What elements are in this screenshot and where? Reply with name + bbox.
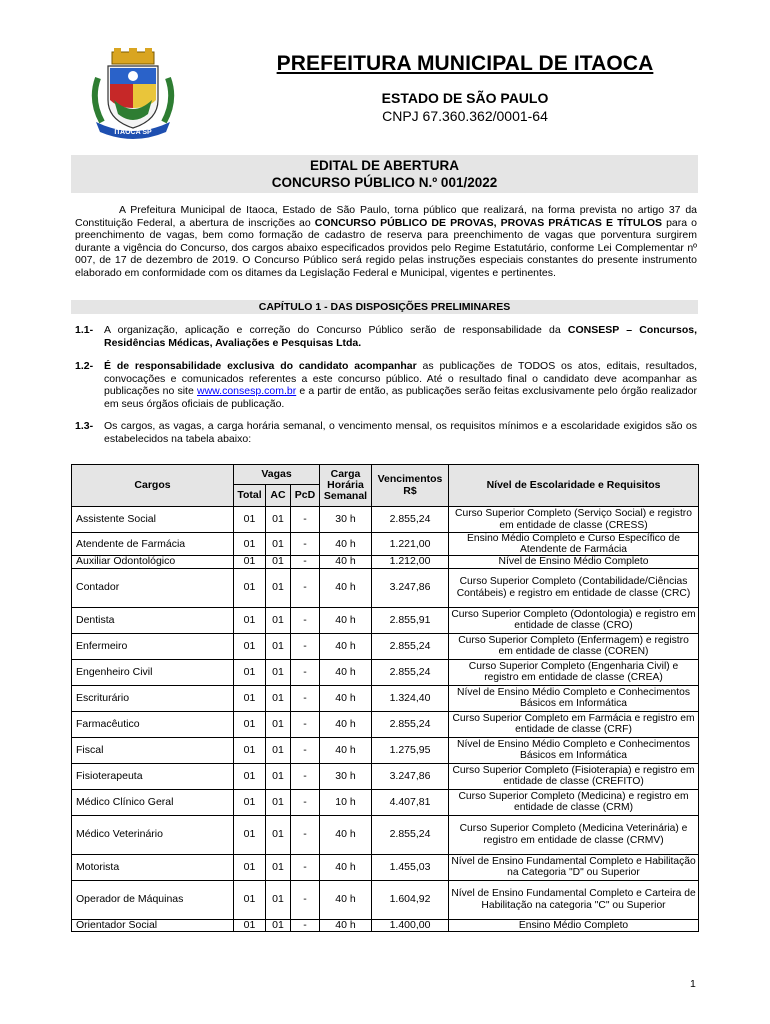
table-row	[72, 815, 699, 854]
cell-requisitos: Curso Superior Completo (Medicina Veterinária) e registro em entidade de classe (CRMV)	[449, 815, 699, 854]
clause-number: 1.2-	[75, 360, 94, 372]
cell-ac: 01	[266, 533, 291, 556]
cell-total: 01	[234, 763, 266, 789]
cell-carga: 40 h	[320, 711, 372, 737]
cell-ac: 01	[266, 711, 291, 737]
cell-ac: 01	[266, 607, 291, 633]
header-total: Total	[234, 485, 266, 507]
cell-total: 01	[234, 556, 266, 568]
table-row	[72, 633, 699, 659]
cell-carga: 40 h	[320, 854, 372, 880]
cell-ac: 01	[266, 556, 291, 568]
cell-ac: 01	[266, 789, 291, 815]
cell-vencimento: 2.855,24	[372, 507, 449, 533]
cell-cargo: Médico Clínico Geral	[72, 789, 234, 815]
cell-total: 01	[234, 737, 266, 763]
cell-total: 01	[234, 854, 266, 880]
cell-vencimento: 2.855,24	[372, 815, 449, 854]
table-row	[72, 568, 699, 607]
cell-pcd: -	[291, 633, 320, 659]
consesp-link[interactable]: www.consesp.com.br	[197, 385, 297, 398]
cell-ac: 01	[266, 633, 291, 659]
table-row	[72, 533, 699, 556]
intro-text-1: A Prefeitura Municipal de Itaoca, Estado de São Paulo, torna público que realizará, na forma prevista no artigo 37 da Constituição Federal, a abertura de inscrições ao	[75, 204, 697, 229]
table-row	[72, 556, 699, 568]
cell-carga: 40 h	[320, 685, 372, 711]
header-nivel: Nível de Escolaridade e Requisitos	[449, 465, 699, 507]
table-row	[72, 711, 699, 737]
cell-total: 01	[234, 607, 266, 633]
cell-requisitos: Nível de Ensino Fundamental Completo e Carteira de Habilitação na categoria "C" ou Superior	[449, 880, 699, 919]
cell-vencimento: 1.212,00	[372, 556, 449, 568]
municipal-crest-icon	[88, 48, 178, 140]
cell-vencimento: 4.407,81	[372, 789, 449, 815]
cell-pcd: -	[291, 815, 320, 854]
cell-cargo: Fisioterapeuta	[72, 763, 234, 789]
table-row	[72, 880, 699, 919]
table-row	[72, 789, 699, 815]
cell-carga: 30 h	[320, 507, 372, 533]
positions-table	[71, 464, 699, 932]
table-row	[72, 659, 699, 685]
header-ac: AC	[266, 485, 291, 507]
header-cargos: Cargos	[72, 465, 234, 507]
cell-pcd: -	[291, 507, 320, 533]
cell-pcd: -	[291, 854, 320, 880]
clause-text: Os cargos, as vagas, a carga horária semanal, o vencimento mensal, os requisitos mínimos e a escolaridade exigidos são os estabelecidos na tabela abaixo:	[104, 420, 697, 445]
cell-cargo: Escriturário	[72, 685, 234, 711]
clause-text-bold: CONSESP – Concursos, Residências Médicas, Avaliações e Pesquisas Ltda.	[104, 324, 697, 349]
clause-text-bold: É de responsabilidade exclusiva do candidato acompanhar	[104, 360, 417, 372]
cell-carga: 40 h	[320, 880, 372, 919]
table-row	[72, 763, 699, 789]
cell-ac: 01	[266, 507, 291, 533]
clause-text-2: e a partir de então, as publicações serão feitas exclusivamente pelo órgão realizador em seus órgãos oficiais de publicação.	[104, 385, 697, 410]
cell-total: 01	[234, 880, 266, 919]
cell-pcd: -	[291, 685, 320, 711]
cell-cargo: Enfermeiro	[72, 633, 234, 659]
cell-cargo: Dentista	[72, 607, 234, 633]
cell-cargo: Contador	[72, 568, 234, 607]
cell-pcd: -	[291, 737, 320, 763]
cell-total: 01	[234, 507, 266, 533]
cell-vencimento: 2.855,24	[372, 659, 449, 685]
header-vagas: Vagas	[234, 465, 320, 485]
cell-cargo: Médico Veterinário	[72, 815, 234, 854]
cell-requisitos: Nível de Ensino Médio Completo e Conhecimentos Básicos em Informática	[449, 737, 699, 763]
crest-ribbon-text: ITAOCA SP	[114, 129, 152, 136]
cell-pcd: -	[291, 711, 320, 737]
cell-vencimento: 1.400,00	[372, 919, 449, 931]
cell-total: 01	[234, 568, 266, 607]
cell-carga: 40 h	[320, 556, 372, 568]
cell-requisitos: Ensino Médio Completo e Curso Específico de Atendente de Farmácia	[449, 533, 699, 556]
cell-cargo: Orientador Social	[72, 919, 234, 931]
cell-requisitos: Curso Superior Completo (Serviço Social) e registro em entidade de classe (CRESS)	[449, 507, 699, 533]
cell-pcd: -	[291, 533, 320, 556]
cnpj-number: CNPJ 67.360.362/0001-64	[382, 108, 548, 124]
table-row	[72, 607, 699, 633]
cell-pcd: -	[291, 789, 320, 815]
header-vencimentos: Vencimentos R$	[372, 465, 449, 507]
cell-total: 01	[234, 789, 266, 815]
cell-vencimento: 2.855,24	[372, 633, 449, 659]
cell-cargo: Assistente Social	[72, 507, 234, 533]
cell-cargo: Motorista	[72, 854, 234, 880]
cell-vencimento: 1.324,40	[372, 685, 449, 711]
cell-carga: 40 h	[320, 659, 372, 685]
cell-carga: 40 h	[320, 815, 372, 854]
cell-carga: 10 h	[320, 789, 372, 815]
cell-pcd: -	[291, 607, 320, 633]
cell-pcd: -	[291, 919, 320, 931]
cell-carga: 40 h	[320, 919, 372, 931]
cell-vencimento: 1.604,92	[372, 880, 449, 919]
cell-carga: 40 h	[320, 533, 372, 556]
cell-carga: 40 h	[320, 568, 372, 607]
clause-text: as publicações de TODOS os atos, editais, resultados, convocações e comunicados referentes a este concurso público. Até o resultado final o candidato deve acompanhar as publicações no site	[104, 360, 697, 398]
header-carga: Carga Horária Semanal	[320, 465, 372, 507]
cell-ac: 01	[266, 854, 291, 880]
cell-pcd: -	[291, 568, 320, 607]
edital-title: EDITAL DE ABERTURA	[309, 158, 459, 173]
cell-ac: 01	[266, 737, 291, 763]
table-row	[72, 919, 699, 931]
cell-carga: 40 h	[320, 737, 372, 763]
cell-requisitos: Curso Superior Completo em Farmácia e registro em entidade de classe (CRF)	[449, 711, 699, 737]
cell-total: 01	[234, 815, 266, 854]
cell-vencimento: 1.221,00	[372, 533, 449, 556]
cell-requisitos: Curso Superior Completo (Engenharia Civil) e registro em entidade de classe (CREA)	[449, 659, 699, 685]
table-row	[72, 737, 699, 763]
cell-vencimento: 3.247,86	[372, 763, 449, 789]
table-row	[72, 854, 699, 880]
cell-ac: 01	[266, 815, 291, 854]
cell-total: 01	[234, 685, 266, 711]
cell-pcd: -	[291, 763, 320, 789]
cell-cargo: Auxiliar Odontológico	[72, 556, 234, 568]
cell-requisitos: Curso Superior Completo (Medicina) e registro em entidade de classe (CRM)	[449, 789, 699, 815]
cell-cargo: Atendente de Farmácia	[72, 533, 234, 556]
cell-cargo: Farmacêutico	[72, 711, 234, 737]
cell-pcd: -	[291, 659, 320, 685]
cell-vencimento: 2.855,91	[372, 607, 449, 633]
cell-vencimento: 2.855,24	[372, 711, 449, 737]
table-row	[72, 685, 699, 711]
cell-vencimento: 1.275,95	[372, 737, 449, 763]
cell-pcd: -	[291, 880, 320, 919]
cell-requisitos: Curso Superior Completo (Odontologia) e registro em entidade de classe (CRO)	[449, 607, 699, 633]
cell-carga: 40 h	[320, 607, 372, 633]
cell-carga: 30 h	[320, 763, 372, 789]
intro-text-2: para o preenchimento de vagas, bem como formação de cadastro de reserva para preenchimento de vagas que porventura surgirem durante a vigência do Concurso, dos cargos abaixo especificados providos pelo Regime Estatutário, conforme Lei Complementar nº 007, de 17 de dezembro de 2019. O Concurso Público será regido pelas instruções especiais constantes do presente instrumento elaborado em conformidade com os ditames da Legislação Federal e Municipal, vigentes e pertinentes.	[75, 216, 697, 279]
cell-requisitos: Nível de Ensino Fundamental Completo e Habilitação na Categoria "D" ou Superior	[449, 854, 699, 880]
cell-requisitos: Curso Superior Completo (Enfermagem) e registro em entidade de classe (COREN)	[449, 633, 699, 659]
intro-text-bold: CONCURSO PÚBLICO DE PROVAS, PROVAS PRÁTICAS E TÍTULOS	[314, 216, 662, 229]
cell-cargo: Fiscal	[72, 737, 234, 763]
cell-requisitos: Nível de Ensino Médio Completo	[449, 556, 699, 568]
cell-pcd: -	[291, 556, 320, 568]
edital-title-box	[71, 155, 698, 193]
chapter-heading: CAPÍTULO 1 - DAS DISPOSIÇÕES PRELIMINARES	[71, 300, 698, 314]
edital-subtitle: CONCURSO PÚBLICO N.º 001/2022	[271, 175, 498, 190]
cell-ac: 01	[266, 568, 291, 607]
cell-ac: 01	[266, 659, 291, 685]
table-row	[72, 507, 699, 533]
state-name: ESTADO DE SÃO PAULO	[381, 90, 549, 106]
cell-requisitos: Ensino Médio Completo	[449, 919, 699, 931]
cell-cargo: Operador de Máquinas	[72, 880, 234, 919]
page-title: PREFEITURA MUNICIPAL DE ITAOCA	[276, 52, 654, 75]
cell-cargo: Engenheiro Civil	[72, 659, 234, 685]
clause-number: 1.1-	[75, 324, 94, 336]
cell-carga: 40 h	[320, 633, 372, 659]
cell-vencimento: 1.455,03	[372, 854, 449, 880]
cell-requisitos: Curso Superior Completo (Fisioterapia) e registro em entidade de classe (CREFITO)	[449, 763, 699, 789]
cell-total: 01	[234, 633, 266, 659]
cell-total: 01	[234, 919, 266, 931]
cell-total: 01	[234, 533, 266, 556]
cell-total: 01	[234, 711, 266, 737]
cell-total: 01	[234, 659, 266, 685]
page-number: 1	[690, 978, 696, 990]
header-pcd: PcD	[291, 485, 320, 507]
clause-text: A organização, aplicação e correção do Concurso Público serão de responsabilidade da	[104, 324, 568, 336]
cell-requisitos: Curso Superior Completo (Contabilidade/Ciências Contábeis) e registro em entidade de classe (CRC)	[449, 568, 699, 607]
cell-ac: 01	[266, 880, 291, 919]
clause-number: 1.3-	[75, 420, 94, 432]
cell-vencimento: 3.247,86	[372, 568, 449, 607]
cell-ac: 01	[266, 919, 291, 931]
cell-ac: 01	[266, 763, 291, 789]
cell-requisitos: Nível de Ensino Médio Completo e Conhecimentos Básicos em Informática	[449, 685, 699, 711]
cell-ac: 01	[266, 685, 291, 711]
intro-paragraph	[75, 204, 697, 280]
